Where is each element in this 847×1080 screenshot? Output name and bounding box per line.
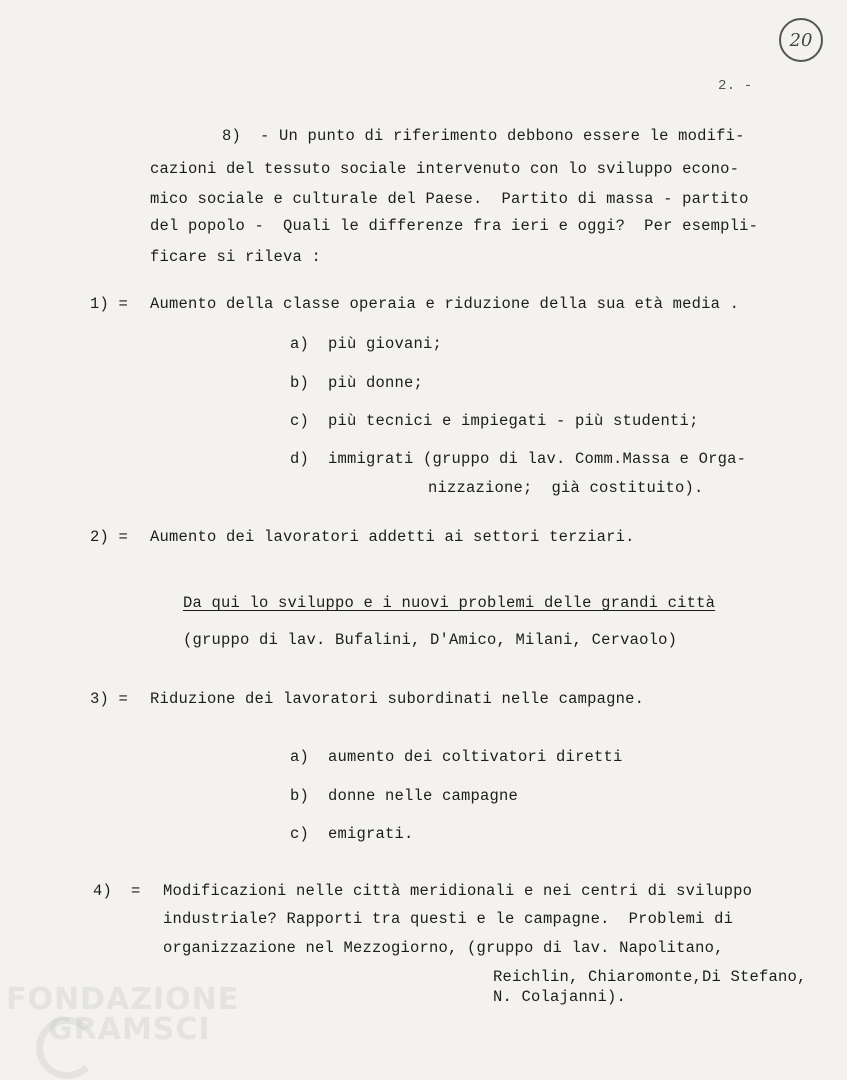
item8-line-3: mico sociale e culturale del Paese. Partito di massa - partito	[150, 190, 749, 208]
item2-group: (gruppo di lav. Bufalini, D'Amico, Milani, Cervaolo)	[183, 631, 678, 649]
item3-sub-a: a) aumento dei coltivatori diretti	[290, 748, 623, 766]
item1-text: Aumento della classe operaia e riduzione della sua età media .	[150, 295, 740, 313]
page-number-stamp	[779, 18, 823, 62]
item8-line-1: 8) - Un punto di riferimento debbono essere le modifi-	[222, 127, 745, 145]
item4-line-2: industriale? Rapporti tra questi e le campagne. Problemi di	[163, 910, 734, 928]
item3-sub-b: b) donne nelle campagne	[290, 787, 519, 805]
item4-names-2: N. Colajanni).	[493, 988, 627, 1006]
item4-label: 4) =	[93, 882, 141, 900]
item4-line-1: Modificazioni nelle città meridionali e nei centri di sviluppo	[163, 882, 753, 900]
item8-line-2: cazioni del tessuto sociale intervenuto con lo sviluppo econo-	[150, 160, 740, 178]
page-number: 20	[789, 29, 813, 51]
item3-sub-c: c) emigrati.	[290, 825, 414, 843]
item2-heading: Da qui lo sviluppo e i nuovi problemi delle grandi città	[183, 594, 716, 612]
item2-label: 2) =	[90, 528, 129, 546]
watermark-g-logo-icon	[36, 1017, 98, 1079]
item1-sub-b: b) più donne;	[290, 374, 424, 392]
item3-label: 3) =	[90, 690, 129, 708]
item4-names-1: Reichlin, Chiaromonte,Di Stefano,	[493, 968, 807, 986]
fondazione-gramsci-watermark	[6, 982, 240, 1047]
item1-sub-d-cont: nizzazione; già costituito).	[428, 479, 704, 497]
item2-text: Aumento dei lavoratori addetti ai settori terziari.	[150, 528, 635, 546]
item4-line-3: organizzazione nel Mezzogiorno, (gruppo di lav. Napolitano,	[163, 939, 724, 957]
watermark-line-1: FONDAZIONE	[6, 982, 240, 1017]
item3-text: Riduzione dei lavoratori subordinati nelle campagne.	[150, 690, 645, 708]
corner-mark: 2. -	[718, 78, 753, 94]
item1-sub-d: d) immigrati (gruppo di lav. Comm.Massa e Orga-	[290, 450, 747, 468]
item1-label: 1) =	[90, 295, 129, 313]
watermark-line-2: GRAMSCI	[48, 1012, 211, 1047]
item8-line-5: ficare si rileva :	[150, 248, 322, 266]
item1-sub-a: a) più giovani;	[290, 335, 443, 353]
item8-line-4: del popolo - Quali le differenze fra ieri e oggi? Per esempli-	[150, 217, 759, 235]
item1-sub-c: c) più tecnici e impiegati - più studenti;	[290, 412, 699, 430]
